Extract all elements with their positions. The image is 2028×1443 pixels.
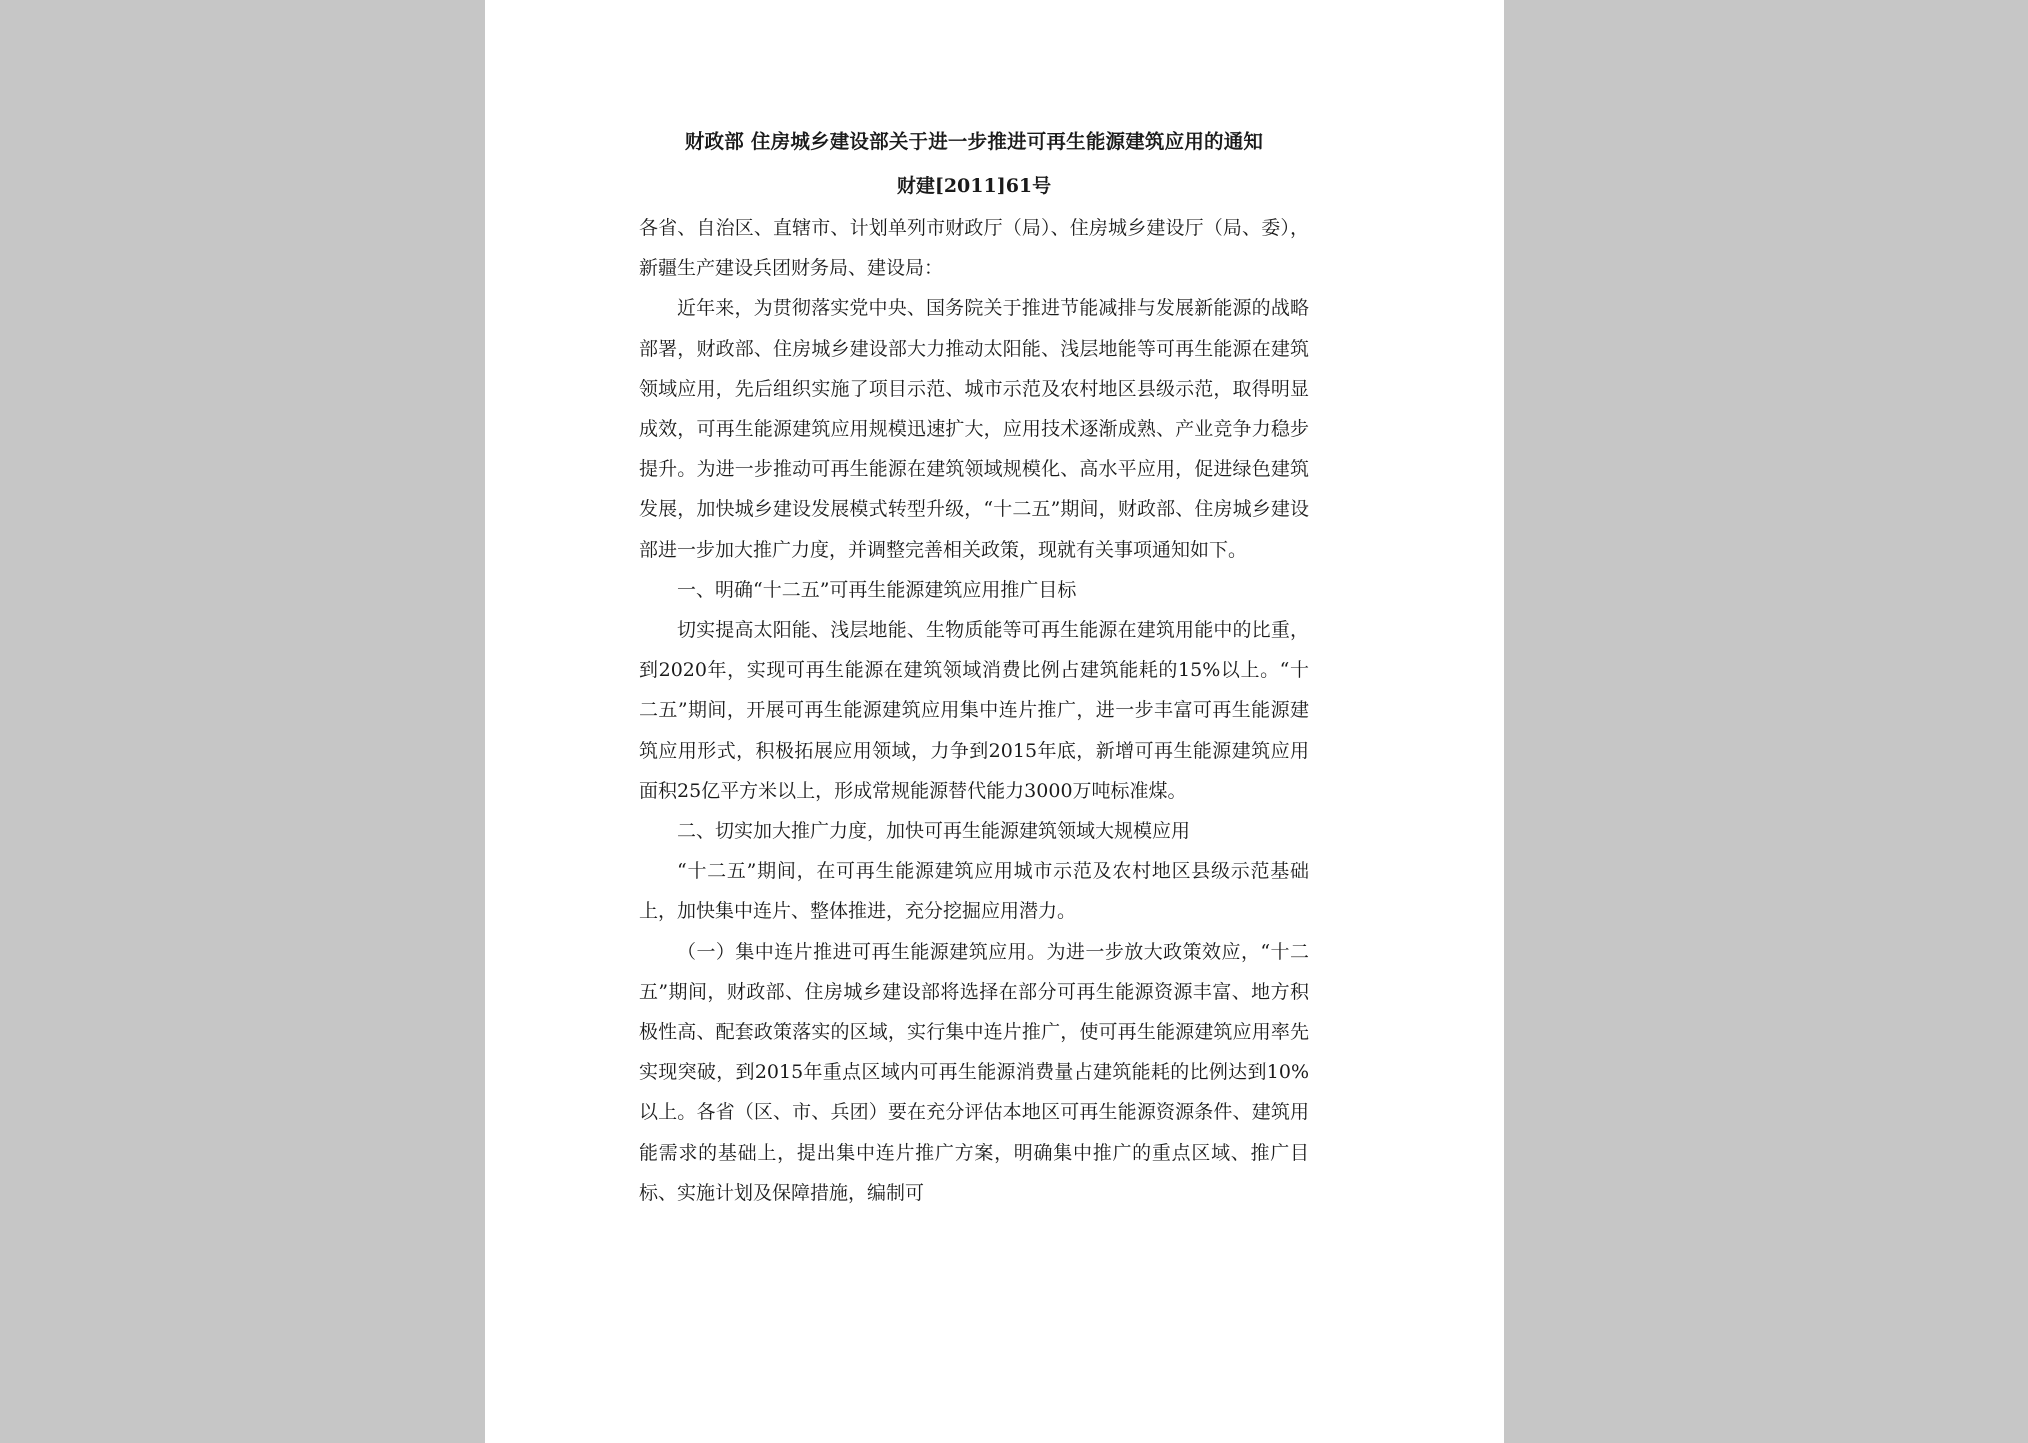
- document-number: 财建[2011]61号: [896, 175, 1052, 197]
- intro-paragraph: 近年来，为贯彻落实党中央、国务院关于推进节能减排与发展新能源的战略部署，财政部、住房城乡建设部大力推动太阳能、浅层地能等可再生能源在建筑领域应用，先后组织实施了项目示范、城市示范及农村地区县级示范，取得明显成效，可再生能源建筑应用规模迅速扩大，应用技术逐渐成熟、产业竞争力稳步提升。为进一步推动可再生能源在建筑领域规模化、高水平应用，促进绿色建筑发展，加快城乡建设发展模式转型升级，“十二五”期间，财政部、住房城乡建设部进一步加大推广力度，并调整完善相关政策，现就有关事项通知如下。: [639, 297, 1309, 561]
- section-2-subparagraph-1: （一）集中连片推进可再生能源建筑应用。为进一步放大政策效应，“十二五”期间，财政部、住房城乡建设部将选择在部分可再生能源资源丰富、地方积极性高、配套政策落实的区域，实行集中连片推广，使可再生能源建筑应用率先实现突破，到2015年重点区域内可再生能源消费量占建筑能耗的比例达到10%以上。各省（区、市、兵团）要在充分评估本地区可再生能源资源条件、建筑用能需求的基础上，提出集中连片推广方案，明确集中推广的重点区域、推广目标、实施计划及保障措施，编制可: [639, 940, 1309, 1204]
- section-2-paragraph: “十二五”期间，在可再生能源建筑应用城市示范及农村地区县级示范基础上，加快集中连片、整体推进，充分挖掘应用潜力。: [639, 860, 1309, 923]
- section-heading-2: 二、切实加大推广力度，加快可再生能源建筑领域大规模应用: [677, 820, 1191, 843]
- section-1-paragraph: 切实提高太阳能、浅层地能、生物质能等可再生能源在建筑用能中的比重，到2020年，实现可再生能源在建筑领域消费比例占建筑能耗的15%以上。“十二五”期间，开展可再生能源建筑应用集中连片推广，进一步丰富可再生能源建筑应用形式，积极拓展应用领域，力争到2015年底，新增可再生能源建筑应用面积25亿平方米以上，形成常规能源替代能力3000万吨标准煤。: [639, 619, 1309, 802]
- document-body: [639, 118, 1309, 1213]
- section-heading-1: 一、明确“十二五”可再生能源建筑应用推广目标: [677, 578, 1077, 601]
- document-title: 财政部 住房城乡建设部关于进一步推进可再生能源建筑应用的通知: [684, 130, 1264, 153]
- document-page: [485, 0, 1504, 1443]
- addressee-paragraph: 各省、自治区、直辖市、计划单列市财政厅（局）、住房城乡建设厅（局、委），新疆生产建设兵团财务局、建设局：: [639, 217, 1309, 280]
